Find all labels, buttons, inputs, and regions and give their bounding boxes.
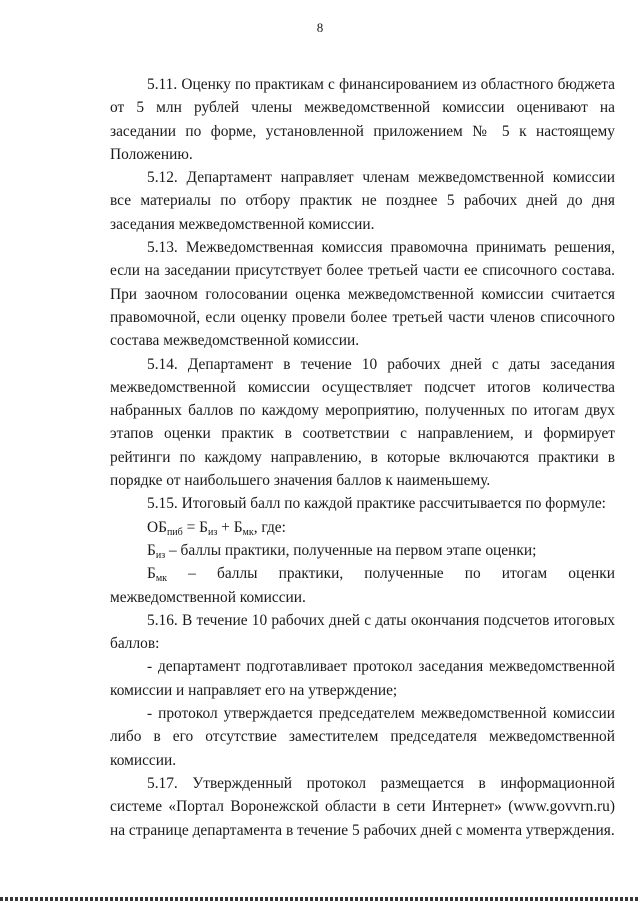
definition-biz bbox=[110, 539, 615, 562]
formula-equals: = bbox=[182, 518, 200, 536]
definition-subscript: из bbox=[155, 549, 166, 561]
paragraph-5-16-item-1: - департамент подготавливает протокол заседания межведомственной комиссии и направляет его на утверждение; bbox=[110, 658, 615, 699]
definition-symbol: Б bbox=[147, 541, 156, 559]
paragraph-5-14: 5.14. Департамент в течение 10 рабочих дней с даты заседания межведомственной комиссии осуществляет подсчет итогов количества набранных баллов по каждому мероприятию, полученных по итогам двух этапов оценки практик в соответствии с направлением, и формирует рейтинги по каждому направлению, в которые включаются практики в порядке от наибольшего значения баллов к наименьшему. bbox=[110, 355, 615, 490]
formula-total-subscript: пиб bbox=[166, 526, 183, 538]
formula-plus: + bbox=[217, 518, 234, 536]
paragraph-5-11: 5.11. Оценку по практикам с финансированием из областного бюджета от 5 млн рублей члены межведомственной комиссии оценивают на заседании по форме, установленной приложением № 5 к настоящему Положению. bbox=[110, 76, 615, 163]
definition-subscript: мк bbox=[155, 573, 168, 585]
definition-bmk bbox=[110, 562, 615, 609]
paragraph-5-13: 5.13. Межведомственная комиссия правомочна принимать решения, если на заседании присутствует более третьей части ее списочного состава. При заочном голосовании оценка межведомственной комиссии считается правомочной, если оценку провели более третьей части членов списочного состава межведомственной комиссии. bbox=[110, 239, 615, 350]
formula-term2-subscript: мк bbox=[242, 526, 254, 538]
paragraph-5-16-item-2: - протокол утверждается председателем межведомственной комиссии либо в его отсутствие заместителем председателя межведомственной комиссии. bbox=[110, 705, 615, 769]
definition-symbol: Б bbox=[147, 565, 156, 583]
formula bbox=[110, 516, 615, 539]
paragraph-5-15: 5.15. Итоговый балл по каждой практике рассчитывается по формуле: bbox=[147, 495, 606, 513]
paragraph-5-12: 5.12. Департамент направляет членам межведомственной комиссии все материалы по отбору практик не позднее 5 рабочих дней до дня заседания межведомственной комиссии. bbox=[110, 169, 615, 233]
formula-term2-symbol: Б bbox=[233, 518, 243, 536]
formula-term1-subscript: из bbox=[207, 526, 218, 538]
scan-edge-divider bbox=[0, 897, 640, 901]
definition-text: – баллы практики, полученные на первом этапе оценки; bbox=[165, 541, 537, 559]
formula-total-symbol: ОБ bbox=[147, 518, 167, 536]
paragraph-5-17: 5.17. Утвержденный протокол размещается в информационной системе «Портал Воронежской области в сети Интернет» (www.govvrn.ru) на странице департамента в течение 5 рабочих дней с момента утверждения. bbox=[110, 774, 615, 839]
definition-text: – баллы практики, полученные по итогам оценки межведомственной комиссии. bbox=[110, 565, 615, 606]
page-number: 8 bbox=[316, 20, 324, 35]
formula-suffix: , где: bbox=[253, 518, 286, 536]
paragraph-5-16: 5.16. В течение 10 рабочих дней с даты окончания подсчетов итоговых баллов: bbox=[110, 611, 615, 653]
document-body bbox=[110, 73, 615, 842]
formula-term1-symbol: Б bbox=[199, 518, 208, 536]
